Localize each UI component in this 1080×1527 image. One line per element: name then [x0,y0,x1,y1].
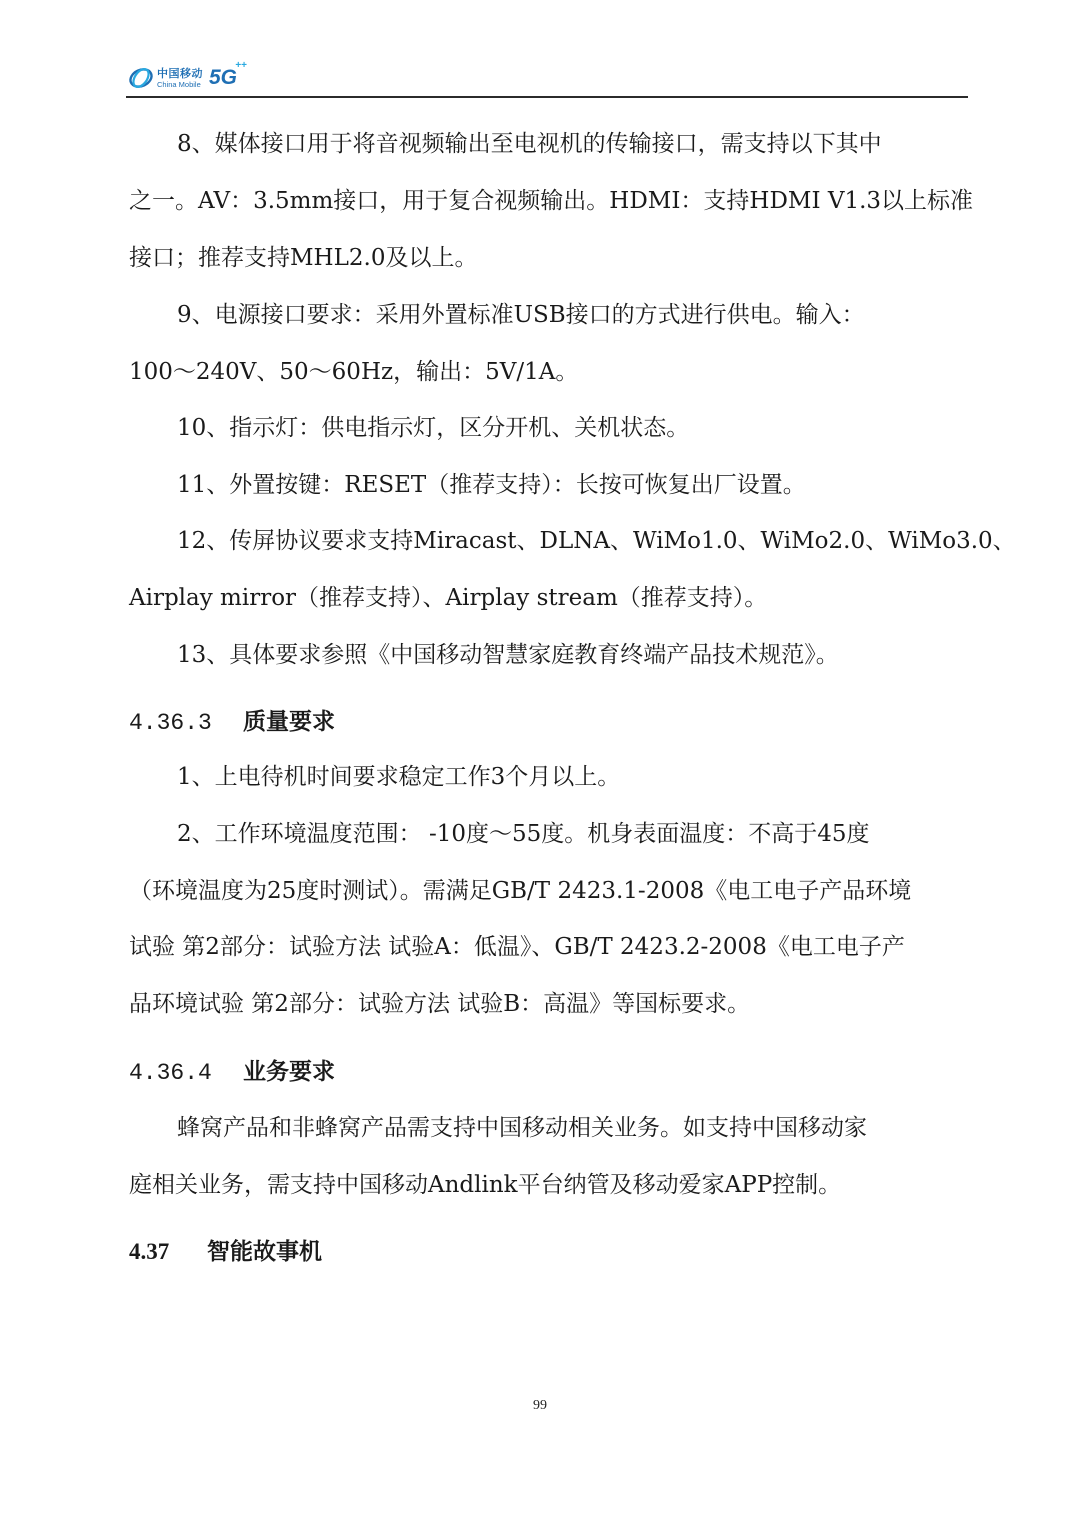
paragraph-line: 之一。AV：3.5mm接口，用于复合视频输出。HDMI：支持HDMI V1.3以上标准 [129,188,974,214]
china-mobile-logo-icon [128,65,154,91]
logo-5g-plus: ++ [235,60,248,71]
logo-chinese-name: 中国移动 [157,66,203,80]
section-title: 质量要求 [243,709,335,735]
paragraph-line: 13、具体要求参照《中国移动智慧家庭教育终端产品技术规范》。 [177,642,839,668]
logo-english-name: China Mobile [157,79,201,89]
page-header [126,58,968,98]
paragraph-line: 试验 第2部分：试验方法 试验A：低温》、GB/T 2423.2-2008《电工电子产 [129,934,905,960]
logo-5g-mark [209,60,248,90]
paragraph-line: 11、外置按键：RESET（推荐支持）：长按可恢复出厂设置。 [177,472,806,498]
paragraph-line: 蜂窝产品和非蜂窝产品需支持中国移动相关业务。如支持中国移动家 [177,1115,867,1141]
paragraph-line: 接口；推荐支持MHL2.0及以上。 [129,245,478,271]
section-title: 业务要求 [243,1059,335,1085]
section-heading-4-36-3 [129,707,335,738]
paragraph-line: 9、电源接口要求：采用外置标准USB接口的方式进行供电。输入： [177,302,865,328]
section-number: 4.37 [129,1239,170,1264]
paragraph-line: （环境温度为25度时测试）。需满足GB/T 2423.1-2008《电工电子产品环境 [129,878,912,904]
page-number: 99 [533,1398,547,1413]
paragraph-line: Airplay mirror（推荐支持）、Airplay stream（推荐支持）。 [129,585,768,611]
logo-5g-text: 5G [209,66,238,89]
paragraph-line: 10、指示灯：供电指示灯，区分开机、关机状态。 [177,415,690,441]
paragraph-line: 品环境试验 第2部分：试验方法 试验B：高温》等国标要求。 [129,991,751,1017]
china-mobile-logo [128,60,248,94]
section-heading-4-37 [129,1237,322,1267]
paragraph-line: 庭相关业务，需支持中国移动Andlink平台纳管及移动爱家APP控制。 [129,1172,842,1198]
paragraph-line: 1、上电待机时间要求稳定工作3个月以上。 [177,764,621,790]
paragraph-line: 12、传屏协议要求支持Miracast、DLNA、WiMo1.0、WiMo2.0、WiMo3.0、 [177,528,1016,554]
section-heading-4-36-4 [129,1057,335,1088]
paragraph-line: 8、媒体接口用于将音视频输出至电视机的传输接口，需支持以下其中 [177,131,882,157]
section-number: 4.36.4 [129,1060,212,1086]
logo-wordmark [157,68,203,89]
paragraph-line: 2、工作环境温度范围： -10度～55度。机身表面温度：不高于45度 [177,821,870,847]
section-title: 智能故事机 [207,1239,322,1265]
paragraph-line: 100～240V、50～60Hz，输出：5V/1A。 [129,359,579,385]
section-number: 4.36.3 [129,710,212,736]
